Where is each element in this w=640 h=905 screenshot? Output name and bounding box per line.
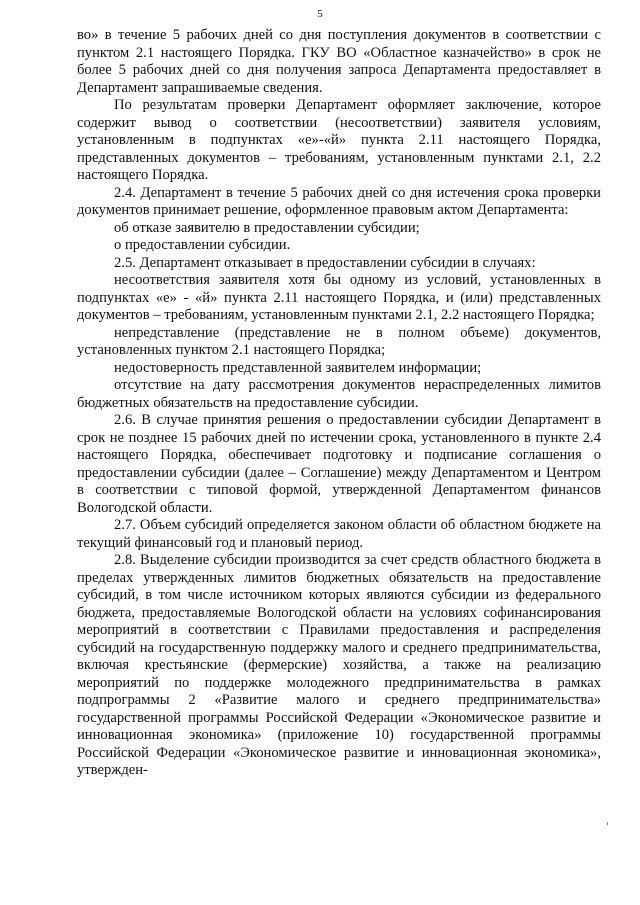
list-item-nonsubmission: непредставление (представление не в полном объеме) документов, установленных пунктом 2.1 настоящего Порядка;: [77, 324, 601, 358]
list-item-no-limits: отсутствие на дату рассмотрения документов нераспределенных лимитов бюджетных обязательств на предоставление субсидии.: [77, 377, 601, 411]
page-number: 5: [317, 8, 323, 20]
paragraph-2-7: 2.7. Объем субсидий определяется законом области об областном бюджете на текущий финансовый год и плановый период.: [77, 517, 601, 551]
paragraph-2-5: 2.5. Департамент отказывает в предоставлении субсидии в случаях:: [114, 254, 536, 271]
paragraph-2-8: 2.8. Выделение субсидии производится за счет средств областного бюджета в пределах утвержденных лимитов бюджетных обязательств на предоставление субсидий, в том числе источником которых являются субсидии из федерального бюджета, предоставляемые Вологодской области на условиях софинансирования мероприятий в соответствии с Правилами предоставления и распределения субсидий на государственную поддержку малого и среднего предпринимательства, включая крестьянские (фермерские) хозяйства, а также на реализацию мероприятий по поддержке молодежного предпринимательства в рамках подпрограммы 2 «Развитие малого и среднего предпринимательства» государственной программы Российской Федерации «Экономическое развитие и инновационная экономика» (приложение 10) государственной программы Российской Федерации «Экономическое развитие и инновационная экономика», утвержден-: [77, 552, 601, 778]
document-body: [77, 27, 601, 780]
paragraph-continuation: во» в течение 5 рабочих дней со дня поступления документов в соответствии с пунктом 2.1 настоящего Порядка. ГКУ ВО «Областное казначейство» в срок не более 5 рабочих дней со дня получения запроса Департамента предоставляет в Департамент запрашиваемые сведения.: [77, 27, 601, 96]
paragraph-verification-result: По результатам проверки Департамент оформляет заключение, которое содержит вывод о соответствии (несоответствии) заявителя условиям, установленным в подпунктах «е»-«й» пункта 2.11 настоящего Порядка, представленных документов – требованиям, установленным пунктами 2.1, 2.2 настоящего Порядка.: [77, 97, 601, 183]
scan-margin-mark: [607, 822, 608, 825]
list-item-unreliability: недостоверность представленной заявителем информации;: [114, 359, 482, 376]
paragraph-2-6: 2.6. В случае принятия решения о предоставлении субсидии Департамент в срок не позднее 15 рабочих дней по истечении срока, установленного в пункте 2.4 настоящего Порядка, обеспечивает подготовку и подписание соглашения о предоставлении субсидии (далее – Соглашение) между Департаментом и Центром в соответствии с типовой формой, утвержденной Департаментом финансов Вологодской области.: [77, 412, 601, 516]
list-item-refusal: об отказе заявителю в предоставлении субсидии;: [114, 219, 420, 236]
list-item-nonconformity: несоответствия заявителя хотя бы одному из условий, установленных в подпунктах «е» - «й» пункта 2.11 настоящего Порядка, и (или) представленных документов – требованиям, установленным пунктами 2.1, 2.2 настоящего Порядка;: [77, 272, 601, 323]
paragraph-2-4: 2.4. Департамент в течение 5 рабочих дней со дня истечения срока проверки документов принимает решение, оформленное правовым актом Департамента:: [77, 184, 601, 218]
list-item-grant: о предоставлении субсидии.: [114, 237, 291, 253]
